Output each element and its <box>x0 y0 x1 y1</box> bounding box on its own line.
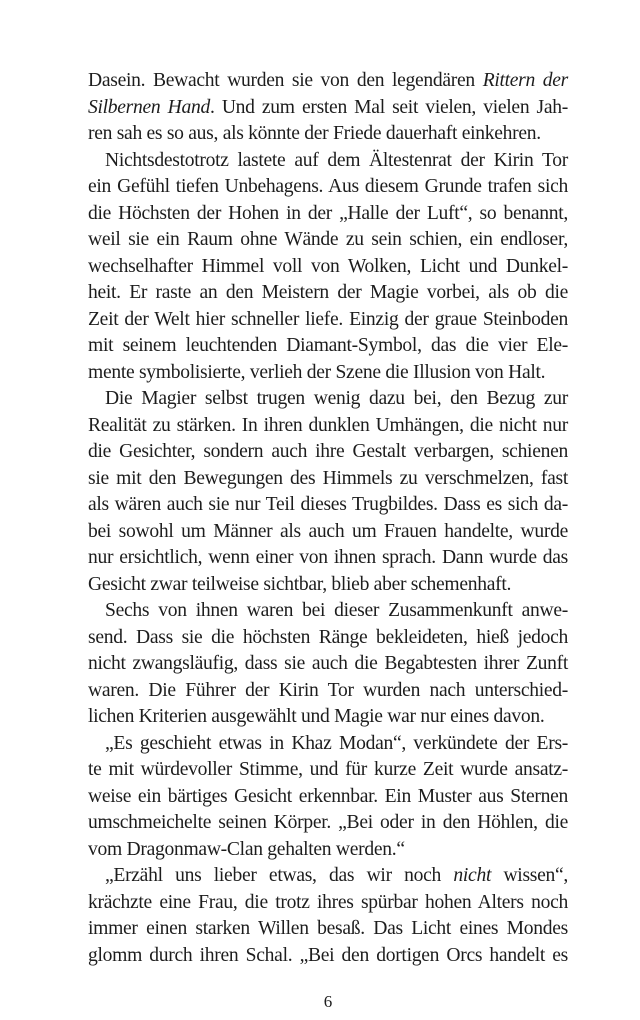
paragraph <box>88 598 568 731</box>
text-segment: als wären auch sie nur Teil dieses Trugbildes. Dass es sich da- <box>88 494 568 515</box>
text-line <box>88 704 568 731</box>
text-line <box>88 731 568 758</box>
text-segment: Die Magier selbst trugen wenig dazu bei, den Bezug zur <box>105 388 568 409</box>
text-line <box>88 545 568 572</box>
text-line <box>88 174 568 201</box>
text-line <box>88 837 568 864</box>
page-number: 6 <box>323 992 333 1011</box>
text-segment: nicht zwangsläufig, dass sie auch die Begabtesten ihrer Zunft <box>88 653 568 674</box>
text-segment: wechselhafter Himmel voll von Wolken, Licht und Dunkel- <box>88 255 568 277</box>
text-line <box>88 572 568 599</box>
text-segment: vom Dragonmaw-Clan gehalten werden.“ <box>88 838 405 860</box>
text-segment: krächzte eine Frau, die trotz ihres spürbar hohen Alters noch <box>88 891 568 913</box>
text-line <box>88 254 568 281</box>
text-line <box>88 916 568 943</box>
paragraph <box>88 68 568 148</box>
paragraph <box>88 148 568 387</box>
text-line <box>88 121 568 148</box>
text-line <box>88 360 568 387</box>
text-line <box>88 651 568 678</box>
text-line <box>88 148 568 175</box>
text-segment: . Und zum ersten Mal seit vielen, vielen Jah- <box>209 96 568 118</box>
text-line <box>88 810 568 837</box>
text-segment: mente symbolisierte, verlieh der Szene die Illusion von Halt. <box>88 361 546 383</box>
italic-text: Silbernen Hand <box>88 96 210 118</box>
text-line <box>88 280 568 307</box>
body-text <box>88 68 568 969</box>
text-line <box>88 201 568 228</box>
text-segment: lichen Kriterien ausgewählt und Magie war nur eines davon. <box>88 706 545 727</box>
text-line <box>88 678 568 705</box>
text-segment: „Es geschieht etwas in Khaz Modan“, verkündete der Ers- <box>105 732 568 754</box>
text-line <box>88 439 568 466</box>
text-line <box>88 227 568 254</box>
text-line <box>88 413 568 440</box>
italic-text: Rittern der <box>482 70 568 91</box>
text-segment: umschmeichelte seinen Körper. „Bei oder in den Höhlen, die <box>88 812 568 833</box>
text-segment: Zeit der Welt hier schneller liefe. Einzig der graue Steinboden <box>88 308 568 330</box>
text-line <box>88 863 568 890</box>
text-segment: weise ein bärtiges Gesicht erkennbar. Ein Muster aus Sternen <box>88 785 568 807</box>
text-line <box>88 68 568 95</box>
text-line <box>88 625 568 652</box>
text-segment: Realität zu stärken. In ihren dunklen Umhängen, die nicht nur <box>88 414 568 436</box>
text-line <box>88 95 568 122</box>
text-segment: send. Dass sie die höchsten Ränge bekleideten, hieß jedoch <box>88 626 568 648</box>
text-segment: te mit würdevoller Stimme, und für kurze Zeit wurde ansatz- <box>88 759 568 780</box>
text-line <box>88 598 568 625</box>
text-line <box>88 784 568 811</box>
text-segment: sie mit den Bewegungen des Himmels zu verschmelzen, fast <box>88 467 568 489</box>
text-segment: Gesicht zwar teilweise sichtbar, blieb aber schemenhaft. <box>88 573 512 595</box>
text-segment: „Erzähl uns lieber etwas, das wir noch <box>105 865 454 886</box>
text-segment: weil sie ein Raum ohne Wände zu sein schien, ein endloser, <box>88 229 568 250</box>
text-line <box>88 386 568 413</box>
text-line <box>88 492 568 519</box>
paragraph <box>88 731 568 864</box>
text-segment: nur ersichtlich, wenn einer von ihnen sprach. Dann wurde das <box>88 547 568 568</box>
text-segment: glomm durch ihren Schal. „Bei den dortigen Orcs handelt es <box>88 944 568 966</box>
text-segment: die Höchsten der Hohen in der „Halle der Luft“, so benannt, <box>88 202 568 224</box>
text-line <box>88 466 568 493</box>
paragraph <box>88 863 568 969</box>
text-line <box>88 943 568 970</box>
text-segment: ren sah es so aus, als könnte der Friede dauerhaft einkehren. <box>88 123 541 144</box>
text-segment: die Gesichter, sondern auch ihre Gestalt verbargen, schienen <box>88 441 568 462</box>
text-segment: waren. Die Führer der Kirin Tor wurden nach unterschied- <box>88 679 568 701</box>
text-segment: ein Gefühl tiefen Unbehagens. Aus diesem Grunde trafen sich <box>88 176 568 197</box>
text-segment: heit. Er raste an den Meistern der Magie vorbei, als ob die <box>88 282 568 303</box>
text-line <box>88 307 568 334</box>
text-segment: immer einen starken Willen besaß. Das Licht eines Mondes <box>88 918 568 939</box>
text-segment: Sechs von ihnen waren bei dieser Zusammenkunft anwe- <box>105 600 568 621</box>
text-segment: mit seinem leuchtenden Diamant-Symbol, das die vier Ele- <box>88 335 568 356</box>
text-line <box>88 890 568 917</box>
text-line <box>88 757 568 784</box>
paragraph <box>88 386 568 598</box>
text-line <box>88 519 568 546</box>
text-line <box>88 333 568 360</box>
text-segment: bei sowohl um Männer als auch um Frauen handelte, wurde <box>88 520 568 542</box>
text-segment: Nichtsdestotrotz lastete auf dem Ältestenrat der Kirin Tor <box>105 149 568 171</box>
text-segment: Dasein. Bewacht wurden sie von den legendären <box>88 70 483 91</box>
text-segment: wissen“, <box>491 865 568 886</box>
italic-text: nicht <box>453 865 492 886</box>
